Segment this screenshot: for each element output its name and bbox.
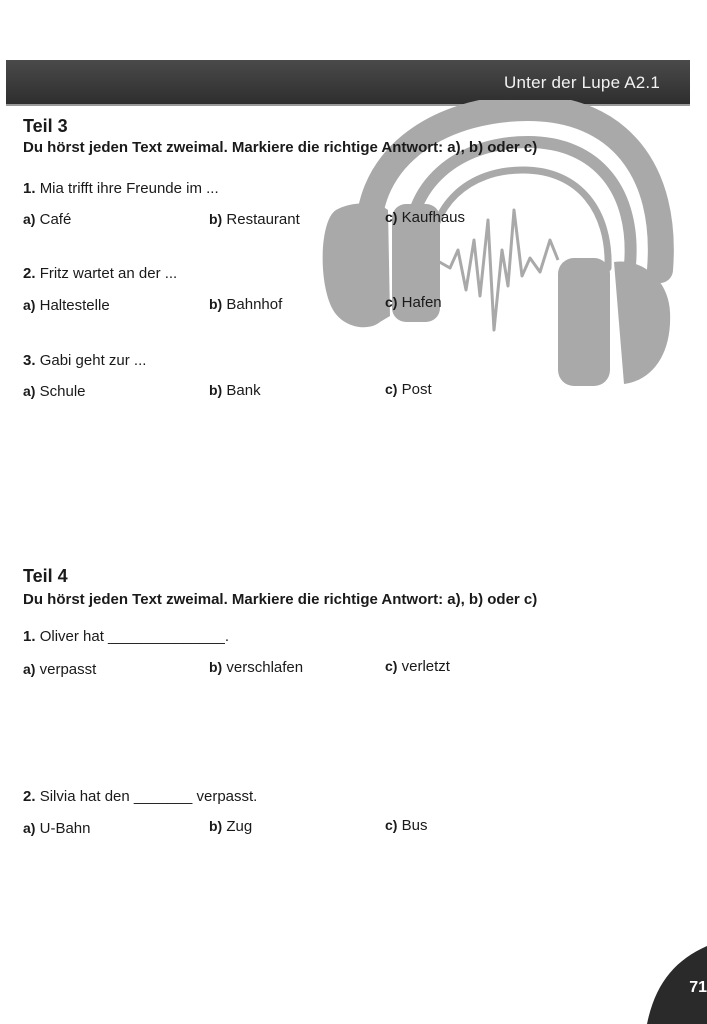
teil3-title: Teil 3 xyxy=(23,116,68,136)
teil4-q2-option-b[interactable]: b) Zug xyxy=(209,818,253,835)
page-number: 71 xyxy=(689,979,707,996)
teil3-q2-option-b[interactable]: b) Bahnhof xyxy=(209,296,283,313)
teil3-question-1: 1. Mia trifft ihre Freunde im ... xyxy=(23,180,219,197)
teil3-question-2: 2. Fritz wartet an der ... xyxy=(23,265,178,282)
teil3-q3-option-a[interactable]: a) Schule xyxy=(23,383,86,400)
teil4-title: Teil 4 xyxy=(23,566,68,586)
header-title: Unter der Lupe A2.1 xyxy=(504,73,660,92)
teil4-q2-option-a[interactable]: a) U-Bahn xyxy=(23,820,91,837)
teil4-q1-option-c[interactable]: c) verletzt xyxy=(385,658,450,675)
teil3-q1-option-a[interactable]: a) Café xyxy=(23,211,72,228)
teil3-q1-option-b[interactable]: b) Restaurant xyxy=(209,211,300,228)
teil4-instruction: Du hörst jeden Text zweimal. Markiere die richtige Antwort: a), b) oder c) xyxy=(23,591,538,608)
teil3-q2-option-a[interactable]: a) Haltestelle xyxy=(23,297,110,314)
teil3-q1-option-c[interactable]: c) Kaufhaus xyxy=(385,209,466,226)
teil3-q2-option-c[interactable]: c) Hafen xyxy=(385,294,442,311)
teil3-q3-option-c[interactable]: c) Post xyxy=(385,381,432,398)
teil3-instruction: Du hörst jeden Text zweimal. Markiere die richtige Antwort: a), b) oder c) xyxy=(23,139,538,156)
teil4-question-1: 1. Oliver hat ______________. xyxy=(23,628,230,645)
teil4-q1-option-b[interactable]: b) verschlafen xyxy=(209,659,304,676)
teil3-question-3: 3. Gabi geht zur ... xyxy=(23,352,147,369)
teil4-q1-option-a[interactable]: a) verpasst xyxy=(23,661,97,678)
teil4-q2-option-c[interactable]: c) Bus xyxy=(385,817,428,834)
teil4-question-2: 2. Silvia hat den _______ verpasst. xyxy=(23,788,258,805)
teil3-q3-option-b[interactable]: b) Bank xyxy=(209,382,261,399)
header-bar xyxy=(6,60,690,104)
